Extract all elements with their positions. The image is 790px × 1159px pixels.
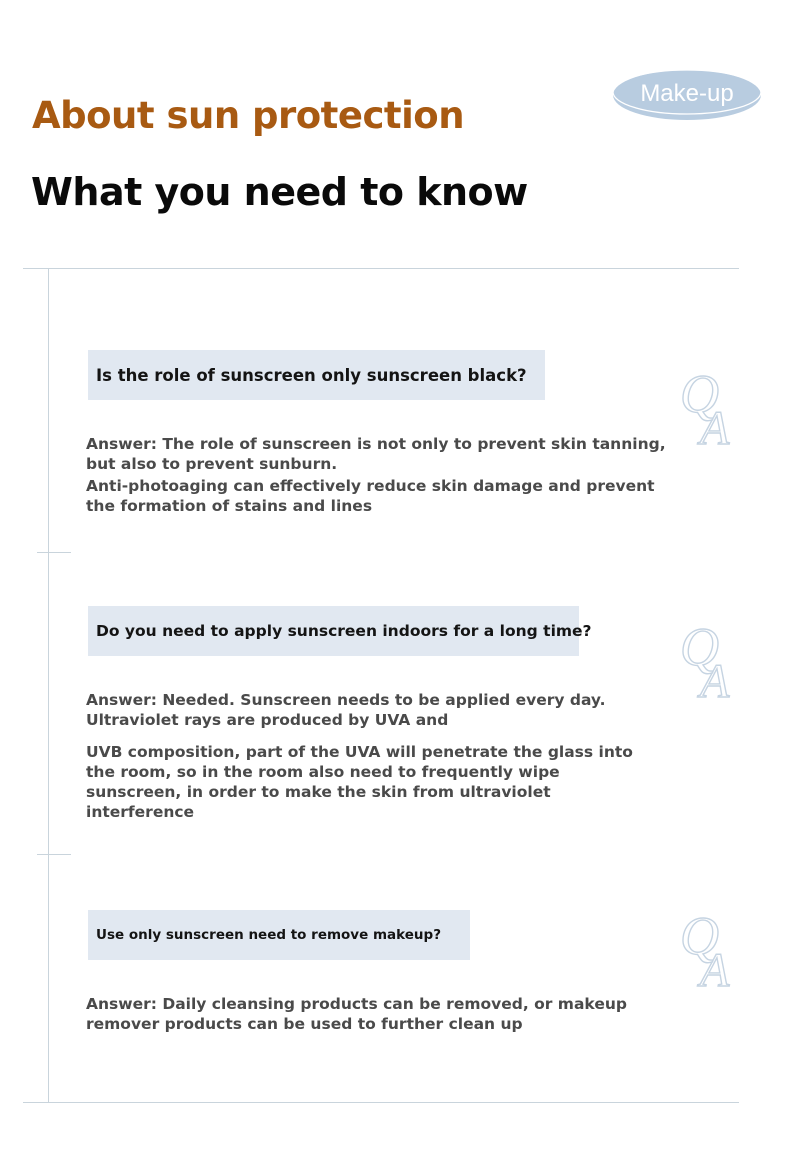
qa-letters-icon [680,364,742,446]
bottom-divider [23,1102,739,1103]
svg-text:Q: Q [680,617,719,677]
section-tick-2 [37,854,71,855]
svg-text:A: A [700,655,730,699]
left-rail [48,268,49,1102]
page-subtitle: What you need to know [31,170,528,214]
answer-paragraph: UVB composition, part of the UVA will penetrate the glass into the room, so in the room also need to frequently wipe sunscreen, in order to make the skin from ultraviolet interference [86,743,633,821]
answer-paragraph: Answer: Daily cleansing products can be removed, or makeup remover products can be used to further clean up [86,995,627,1033]
question-box [88,910,470,960]
answer-paragraph: Anti-photoaging can effectively reduce skin damage and prevent the formation of stains and lines [86,477,655,515]
svg-text:A: A [700,402,730,446]
answer-paragraph: Answer: The role of sunscreen is not only to prevent skin tanning, but also to prevent sunburn. [86,435,666,473]
qa-letters-icon [680,906,742,988]
question-box [88,350,545,400]
svg-text:A: A [700,944,730,988]
page-title: About sun protection [32,94,465,137]
top-divider [23,268,739,269]
qa-letters-icon [680,617,742,699]
svg-text:Q: Q [680,364,719,424]
section-tick-1 [37,552,71,553]
badge-label: Make-up [640,80,734,107]
makeup-badge [612,68,762,120]
question-text: Do you need to apply sunscreen indoors for a long time? [96,622,592,640]
svg-text:Q: Q [680,906,719,966]
question-box [88,606,592,656]
question-text: Use only sunscreen need to remove makeup? [96,927,442,943]
answer-paragraph: Answer: Needed. Sunscreen needs to be applied every day. Ultraviolet rays are produced by UVA and [86,691,606,729]
question-text: Is the role of sunscreen only sunscreen black? [96,365,527,385]
